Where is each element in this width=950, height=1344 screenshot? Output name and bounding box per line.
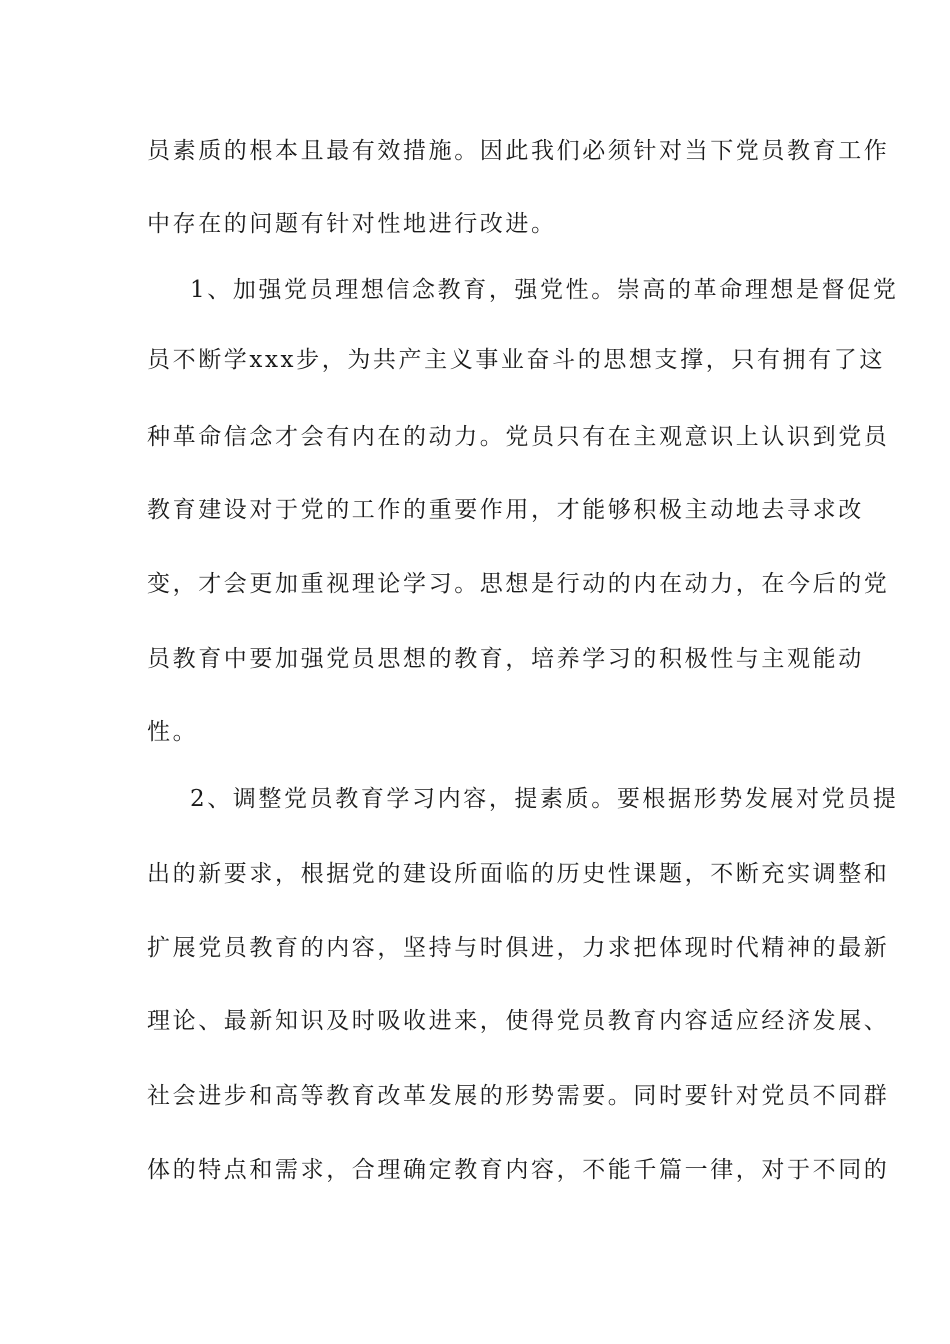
text-line: 性。 [147,719,199,745]
text-line: 种革命信念才会有内在的动力。党员只有在主观意识上认识到党员 [147,424,890,450]
text-line: 中存在的问题有针对性地进行改进。 [147,211,557,237]
text-line: 员不断学xxx步，为共产主义事业奋斗的思想支撑，只有拥有了这 [147,347,885,373]
text-line: 扩展党员教育的内容，坚持与时俱进，力求把体现时代精神的最新 [147,935,890,961]
text-line: 出的新要求，根据党的建设所面临的历史性课题，不断充实调整和 [147,861,890,887]
text-line: 体的特点和需求，合理确定教育内容，不能千篇一律，对于不同的 [147,1157,890,1183]
text-line: 员素质的根本且最有效措施。因此我们必须针对当下党员教育工作 [147,138,890,164]
text-line: 社会进步和高等教育改革发展的形势需要。同时要针对党员不同群 [147,1083,890,1109]
text-line: 教育建设对于党的工作的重要作用，才能够积极主动地去寻求改 [147,497,864,523]
text-line: 理论、最新知识及时吸收进来，使得党员教育内容适应经济发展、 [147,1008,890,1034]
paragraph-1-heading-line: 1、加强党员理想信念教育，强党性。崇高的革命理想是督促党 [190,277,899,303]
paragraph-2-heading-line: 2、调整党员教育学习内容，提素质。要根据形势发展对党员提 [190,786,899,812]
text-line: 变，才会更加重视理论学习。思想是行动的内在动力，在今后的党 [147,571,890,597]
text-line: 员教育中要加强党员思想的教育，培养学习的积极性与主观能动 [147,646,864,672]
